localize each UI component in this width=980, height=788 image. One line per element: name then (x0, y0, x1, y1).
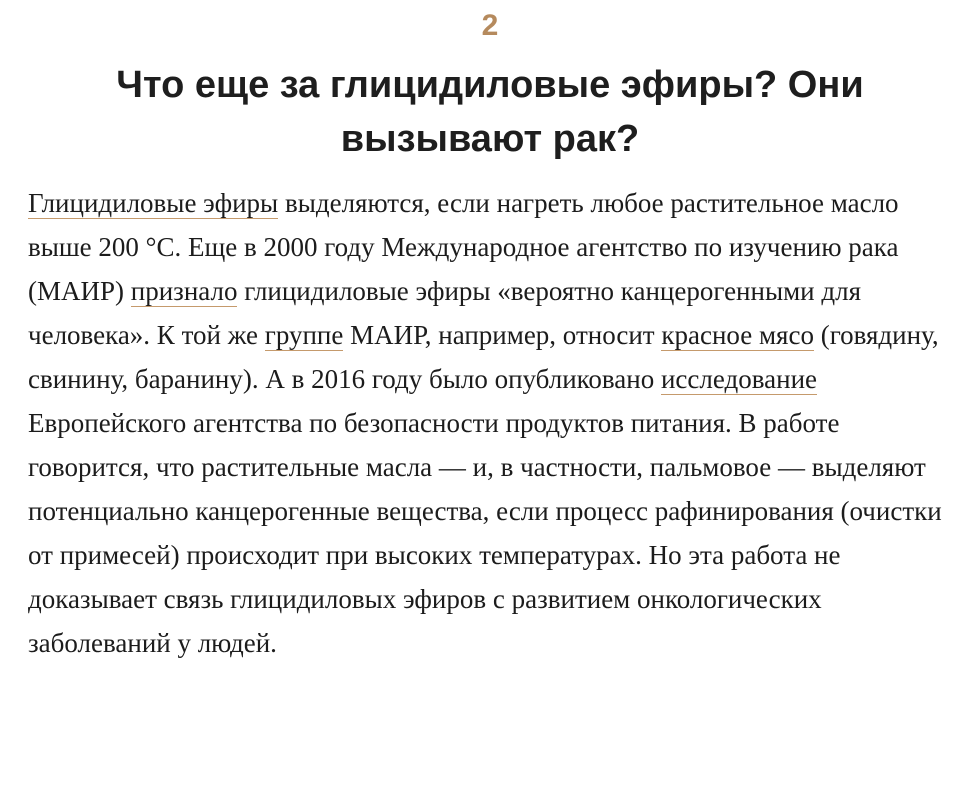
link-red-meat[interactable]: красное мясо (661, 320, 814, 350)
link-study[interactable]: исследование (660, 364, 817, 394)
paragraph-text-1: выделяются, если нагреть любое растительное масло выше 200 °C. Еще в 2000 году Международное агентство по изучению рака (МАИР) (28, 188, 899, 306)
paragraph-text-2: глицидиловые эфиры «вероятно канцерогенными для человека». К той же (28, 276, 862, 350)
link-recognized[interactable]: признало (130, 276, 238, 306)
link-glycidyl-esters[interactable]: Глицидиловые эфиры (28, 188, 279, 218)
paragraph-text-5: Европейского агентства по безопасности продуктов питания. В работе говорится, что растительные масла — и, в частности, пальмовое — выделяют потенциально канцерогенные вещества, если процесс рафинирования (очистки от примесей) происходит при высоких температурах. Но эта работа не доказывает связь глицидиловых эфиров с развитием онкологических заболеваний у людей. (28, 408, 942, 658)
section-number: 2 (481, 9, 499, 42)
section-heading: Что еще за глицидиловые эфиры? Они вызывают рак? (116, 64, 864, 160)
link-group[interactable]: группе (264, 320, 344, 350)
paragraph-text-4: (говядину, свинину, баранину). А в 2016 году было опубликовано (28, 320, 939, 394)
paragraph-text-3: МАИР, например, относит (343, 320, 662, 350)
article-paragraph (28, 181, 964, 665)
